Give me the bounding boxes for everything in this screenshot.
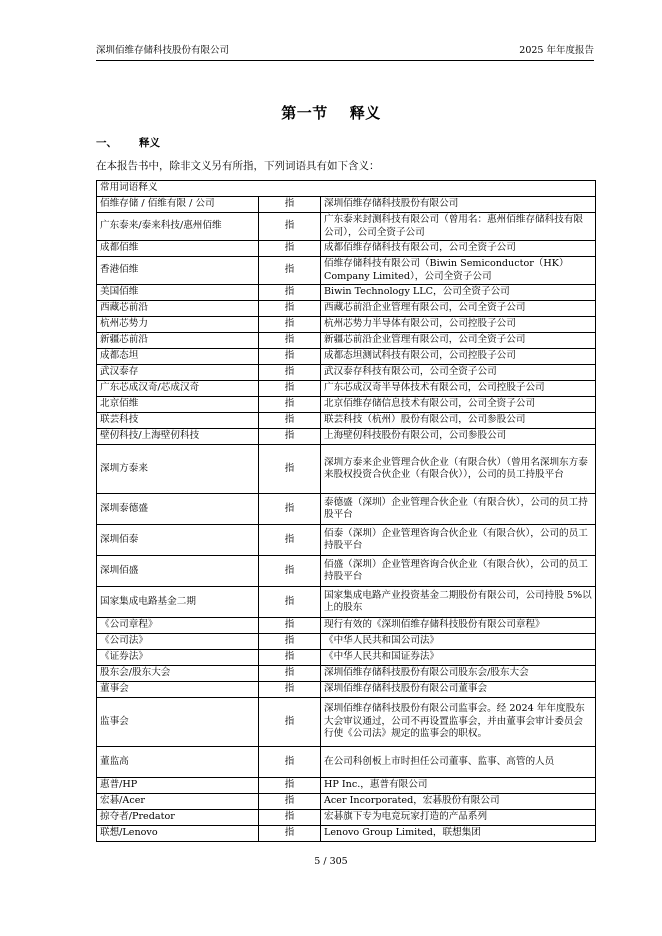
ref-cell: 指 xyxy=(259,285,321,301)
table-row xyxy=(97,666,596,682)
section-title-number: 第一节 xyxy=(281,104,328,122)
subsection-heading xyxy=(96,135,160,150)
term-cell: 监事会 xyxy=(97,698,259,747)
ref-cell: 指 xyxy=(259,682,321,698)
term-cell: 成都态坦 xyxy=(97,349,259,365)
table-row xyxy=(97,747,596,778)
definition-cell: 佰泰（深圳）企业管理咨询合伙企业（有限合伙），公司的员工持股平台 xyxy=(321,525,596,556)
term-cell: 深圳佰泰 xyxy=(97,525,259,556)
table-row xyxy=(97,301,596,317)
table-row xyxy=(97,587,596,618)
table-row xyxy=(97,682,596,698)
term-cell: 广东泰来/泰来科技/惠州佰维 xyxy=(97,213,259,241)
term-cell: 股东会/股东大会 xyxy=(97,666,259,682)
term-cell: 深圳方泰来 xyxy=(97,445,259,494)
table-row xyxy=(97,698,596,747)
term-cell: 西藏芯前沿 xyxy=(97,301,259,317)
header-report-title: 2025 年年度报告 xyxy=(519,45,594,56)
section-title xyxy=(0,102,662,123)
ref-cell: 指 xyxy=(259,634,321,650)
table-caption: 常用词语释义 xyxy=(97,181,596,197)
table-row xyxy=(97,826,596,842)
table-row xyxy=(97,197,596,213)
table-row xyxy=(97,317,596,333)
subsection-text: 释义 xyxy=(139,137,160,149)
term-cell: 广东芯成汉奇/芯成汉奇 xyxy=(97,381,259,397)
table-row xyxy=(97,494,596,525)
ref-cell: 指 xyxy=(259,587,321,618)
definition-cell: 佰盛（深圳）企业管理咨询合伙企业（有限合伙），公司的员工持股平台 xyxy=(321,556,596,587)
ref-cell: 指 xyxy=(259,333,321,349)
table-row xyxy=(97,333,596,349)
table-row xyxy=(97,381,596,397)
table-row xyxy=(97,556,596,587)
table-row xyxy=(97,413,596,429)
definition-cell: 宏碁旗下专为电竞玩家打造的产品系列 xyxy=(321,810,596,826)
ref-cell: 指 xyxy=(259,778,321,794)
table-row xyxy=(97,257,596,285)
ref-cell: 指 xyxy=(259,365,321,381)
ref-cell: 指 xyxy=(259,301,321,317)
page-header xyxy=(96,44,594,61)
definition-cell: 《中华人民共和国证券法》 xyxy=(321,650,596,666)
ref-cell: 指 xyxy=(259,197,321,213)
ref-cell: 指 xyxy=(259,317,321,333)
term-cell: 深圳泰德盛 xyxy=(97,494,259,525)
definition-cell: 广东芯成汉奇半导体技术有限公司，公司控股子公司 xyxy=(321,381,596,397)
definition-cell: 北京佰维存储信息技术有限公司，公司全资子公司 xyxy=(321,397,596,413)
table-row xyxy=(97,429,596,445)
definition-cell: 深圳佰维存储科技股份有限公司股东会/股东大会 xyxy=(321,666,596,682)
ref-cell: 指 xyxy=(259,525,321,556)
definition-cell: 上海壁仞科技股份有限公司，公司参股公司 xyxy=(321,429,596,445)
ref-cell: 指 xyxy=(259,349,321,365)
header-company: 深圳佰维存储科技股份有限公司 xyxy=(96,45,230,56)
ref-cell: 指 xyxy=(259,445,321,494)
definition-cell: 国家集成电路产业投资基金二期股份有限公司，公司持股 5%以上的股东 xyxy=(321,587,596,618)
ref-cell: 指 xyxy=(259,381,321,397)
definition-cell: 在公司科创板上市时担任公司董事、监事、高管的人员 xyxy=(321,747,596,778)
definition-cell: HP Inc.，惠普有限公司 xyxy=(321,778,596,794)
term-cell: 佰维存储 / 佰维有限 / 公司 xyxy=(97,197,259,213)
definition-cell: 现行有效的《深圳佰维存储科技股份有限公司章程》 xyxy=(321,618,596,634)
term-cell: 壁仞科技/上海壁仞科技 xyxy=(97,429,259,445)
definition-cell: Lenovo Group Limited，联想集团 xyxy=(321,826,596,842)
table-row xyxy=(97,634,596,650)
ref-cell: 指 xyxy=(259,494,321,525)
definition-cell: 《中华人民共和国公司法》 xyxy=(321,634,596,650)
definition-cell: 广东泰来封测科技有限公司（曾用名：惠州佰维存储科技有限公司），公司全资子公司 xyxy=(321,213,596,241)
term-cell: 董事会 xyxy=(97,682,259,698)
ref-cell: 指 xyxy=(259,810,321,826)
definition-cell: 深圳佰维存储科技股份有限公司 xyxy=(321,197,596,213)
ref-cell: 指 xyxy=(259,556,321,587)
table-row xyxy=(97,778,596,794)
definition-cell: 深圳佰维存储科技股份有限公司监事会。经 2024 年年度股东大会审议通过，公司不再设置监事会，并由董事会审计委员会行使《公司法》规定的监事会的职权。 xyxy=(321,698,596,747)
table-row xyxy=(97,445,596,494)
definition-cell: 成都佰维存储科技有限公司，公司全资子公司 xyxy=(321,241,596,257)
definition-cell: 成都态坦测试科技有限公司，公司控股子公司 xyxy=(321,349,596,365)
table-row xyxy=(97,794,596,810)
definition-cell: 杭州芯势力半导体有限公司，公司控股子公司 xyxy=(321,317,596,333)
table-row xyxy=(97,650,596,666)
table-row xyxy=(97,365,596,381)
term-cell: 联想/Lenovo xyxy=(97,826,259,842)
definition-cell: 武汉泰存科技有限公司，公司全资子公司 xyxy=(321,365,596,381)
table-row xyxy=(97,285,596,301)
term-cell: 《公司法》 xyxy=(97,634,259,650)
table-row xyxy=(97,618,596,634)
ref-cell: 指 xyxy=(259,826,321,842)
term-cell: 国家集成电路基金二期 xyxy=(97,587,259,618)
term-cell: 香港佰维 xyxy=(97,257,259,285)
definition-cell: 西藏芯前沿企业管理有限公司，公司全资子公司 xyxy=(321,301,596,317)
table-row xyxy=(97,810,596,826)
term-cell: 新疆芯前沿 xyxy=(97,333,259,349)
definition-cell: 深圳方泰来企业管理合伙企业（有限合伙）（曾用名深圳东方泰来股权投资合伙企业（有限合伙）），公司的员工持股平台 xyxy=(321,445,596,494)
subsection-number: 一、 xyxy=(96,137,117,149)
ref-cell: 指 xyxy=(259,666,321,682)
ref-cell: 指 xyxy=(259,698,321,747)
ref-cell: 指 xyxy=(259,257,321,285)
term-cell: 《公司章程》 xyxy=(97,618,259,634)
term-cell: 北京佰维 xyxy=(97,397,259,413)
definition-cell: 联芸科技（杭州）股份有限公司，公司参股公司 xyxy=(321,413,596,429)
definition-cell: Biwin Technology LLC，公司全资子公司 xyxy=(321,285,596,301)
definition-cell: 泰德盛（深圳）企业管理合伙企业（有限合伙），公司的员工持股平台 xyxy=(321,494,596,525)
section-title-text: 释义 xyxy=(349,104,381,122)
term-cell: 成都佰维 xyxy=(97,241,259,257)
intro-paragraph: 在本报告书中，除非文义另有所指，下列词语具有如下含义： xyxy=(96,160,380,172)
definition-cell: 佰维存储科技有限公司（Biwin Semiconductor（HK）Company Limited），公司全资子公司 xyxy=(321,257,596,285)
table-row xyxy=(97,213,596,241)
table-caption-row xyxy=(97,181,596,197)
ref-cell: 指 xyxy=(259,413,321,429)
term-cell: 掠夺者/Predator xyxy=(97,810,259,826)
ref-cell: 指 xyxy=(259,794,321,810)
term-cell: 联芸科技 xyxy=(97,413,259,429)
term-cell: 宏碁/Acer xyxy=(97,794,259,810)
ref-cell: 指 xyxy=(259,747,321,778)
table-row xyxy=(97,349,596,365)
term-cell: 《证券法》 xyxy=(97,650,259,666)
ref-cell: 指 xyxy=(259,241,321,257)
ref-cell: 指 xyxy=(259,618,321,634)
table-row xyxy=(97,241,596,257)
definition-cell: Acer Incorporated，宏碁股份有限公司 xyxy=(321,794,596,810)
ref-cell: 指 xyxy=(259,429,321,445)
ref-cell: 指 xyxy=(259,213,321,241)
term-cell: 董监高 xyxy=(97,747,259,778)
table-row xyxy=(97,525,596,556)
term-cell: 深圳佰盛 xyxy=(97,556,259,587)
term-cell: 美国佰维 xyxy=(97,285,259,301)
term-cell: 武汉泰存 xyxy=(97,365,259,381)
table-row xyxy=(97,397,596,413)
ref-cell: 指 xyxy=(259,397,321,413)
definitions-table xyxy=(96,180,596,842)
term-cell: 惠普/HP xyxy=(97,778,259,794)
ref-cell: 指 xyxy=(259,650,321,666)
definition-cell: 深圳佰维存储科技股份有限公司董事会 xyxy=(321,682,596,698)
term-cell: 杭州芯势力 xyxy=(97,317,259,333)
definition-cell: 新疆芯前沿企业管理有限公司，公司全资子公司 xyxy=(321,333,596,349)
page-number: 5 / 305 xyxy=(314,856,348,867)
